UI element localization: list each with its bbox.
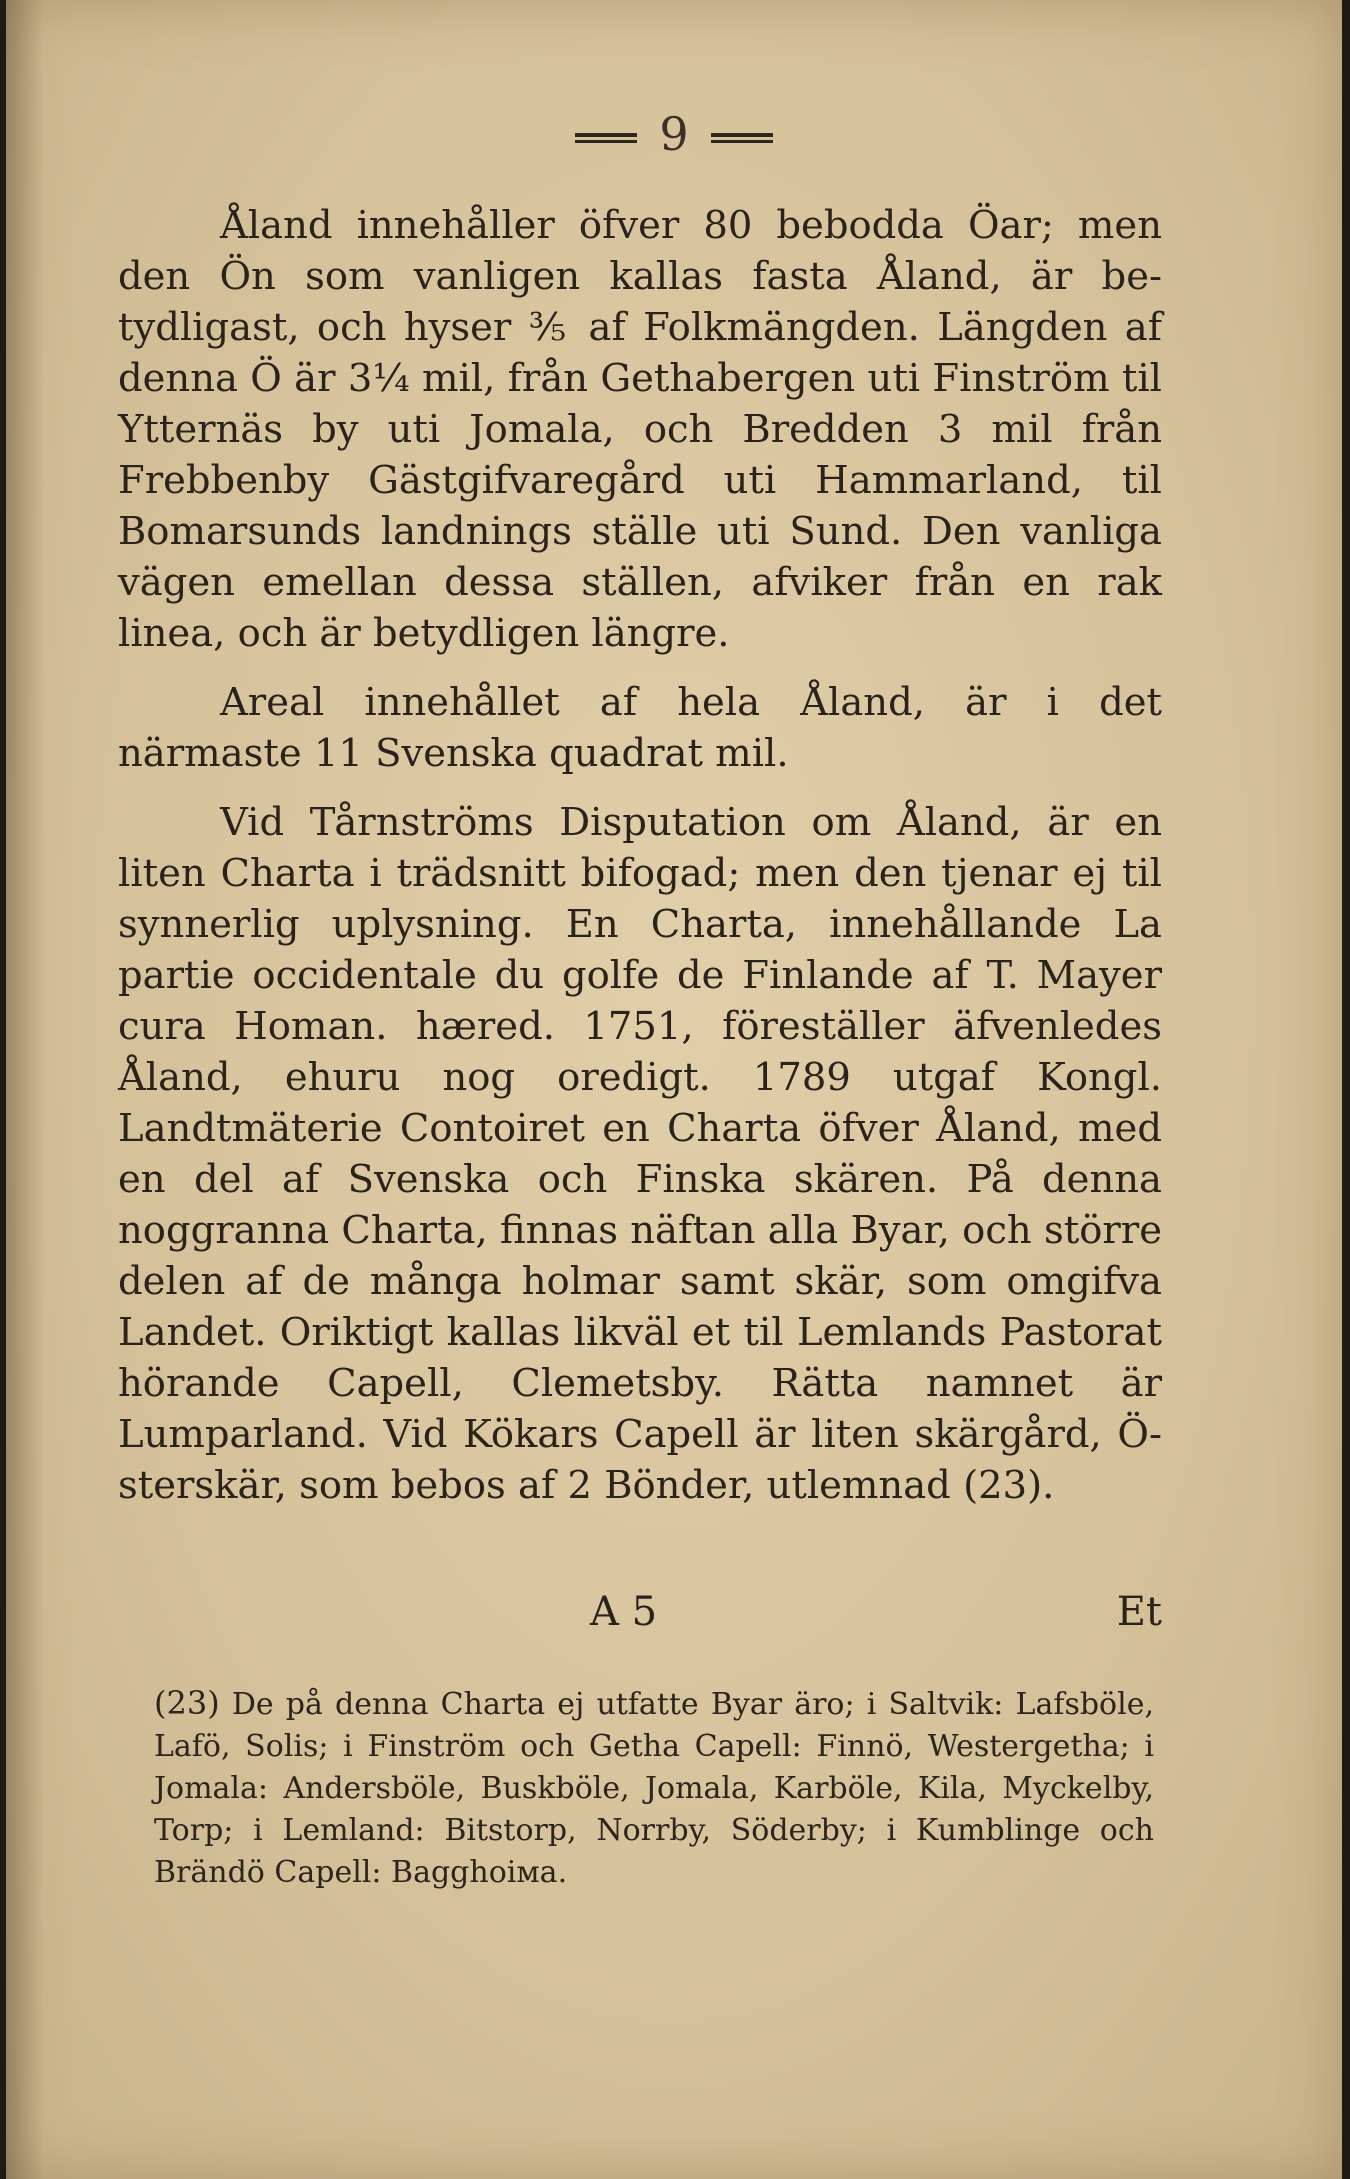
signature-mark: A 5 <box>590 1589 658 1635</box>
header-rule-right <box>711 133 773 143</box>
page-number: 9 <box>659 107 689 161</box>
footnote <box>154 1682 1154 1894</box>
paragraph-islands: Åland innehåller öfver 80 bebodda Öar; men den Ön som vanligen kallas fasta Åland, är betydligast, och hyser ⅗ af Folkmängden. Längden af denna Ö är 3¼ mil, från Gethabergen uti Finström til Ytternäs by uti Jomala, och Bredden 3 mil från Frebbenby Gästgifvaregård uti Hammarland, til Bomarsunds landnings ställe uti Sund. Den vanliga vägen emellan dessa ställen, afviker från en rak linea, och är betydligen längre. <box>118 203 1162 656</box>
catch-line <box>118 1584 1162 1640</box>
paragraph-area: Areal innehållet af hela Åland, är i det närmaste 11 Svenska quadrat mil. <box>118 680 1162 776</box>
footnote-mark: (23) <box>154 1684 220 1722</box>
page-edge-shadow <box>6 0 44 2179</box>
paragraph-maps: Vid Tårnströms Disputation om Åland, är en liten Charta i trädsnitt bifogad; men den tjenar ej til synnerlig uplysning. En Charta, innehållande La partie occidentale du golfe de Finlande af T. Mayer cura Homan. hæred. 1751, föreställer äfvenledes Åland, ehuru nog oredigt. 1789 utgaf Kongl. Landtmäterie Contoiret en Charta öfver Åland, med en del af Svenska och Finska skären. På denna noggranna Charta, finnas näftan alla Byar, och större delen af de många holmar samt skär, som omgifva Landet. Oriktigt kallas likväl et til Lemlands Pastorat hörande Capell, Clemetsby. Rätta namnet är Lumparland. Vid Kökars Capell är liten skärgård, Österskär, som bebos af 2 Bönder, utlemnad (23). <box>118 800 1162 1508</box>
page-header <box>6 104 1342 164</box>
footnote-text: De på denna Charta ej utfatte Byar äro; i Saltvik: Lafsböle, Lafö, Solis; i Finström och Getha Capell: Finnö, Westergetha; i Jomala: Andersböle, Buskböle, Jomala, Karböle, Kila, Myckelby, Torp; i Lemland: Bitstorp, Norrby, Söderby; i Kumblinge och Brändö Capell: Bagghoiма. <box>154 1687 1154 1890</box>
book-page <box>6 0 1342 2179</box>
body-text <box>118 200 1162 1529</box>
header-rule-left <box>575 133 637 143</box>
catchword: Et <box>1116 1589 1162 1635</box>
